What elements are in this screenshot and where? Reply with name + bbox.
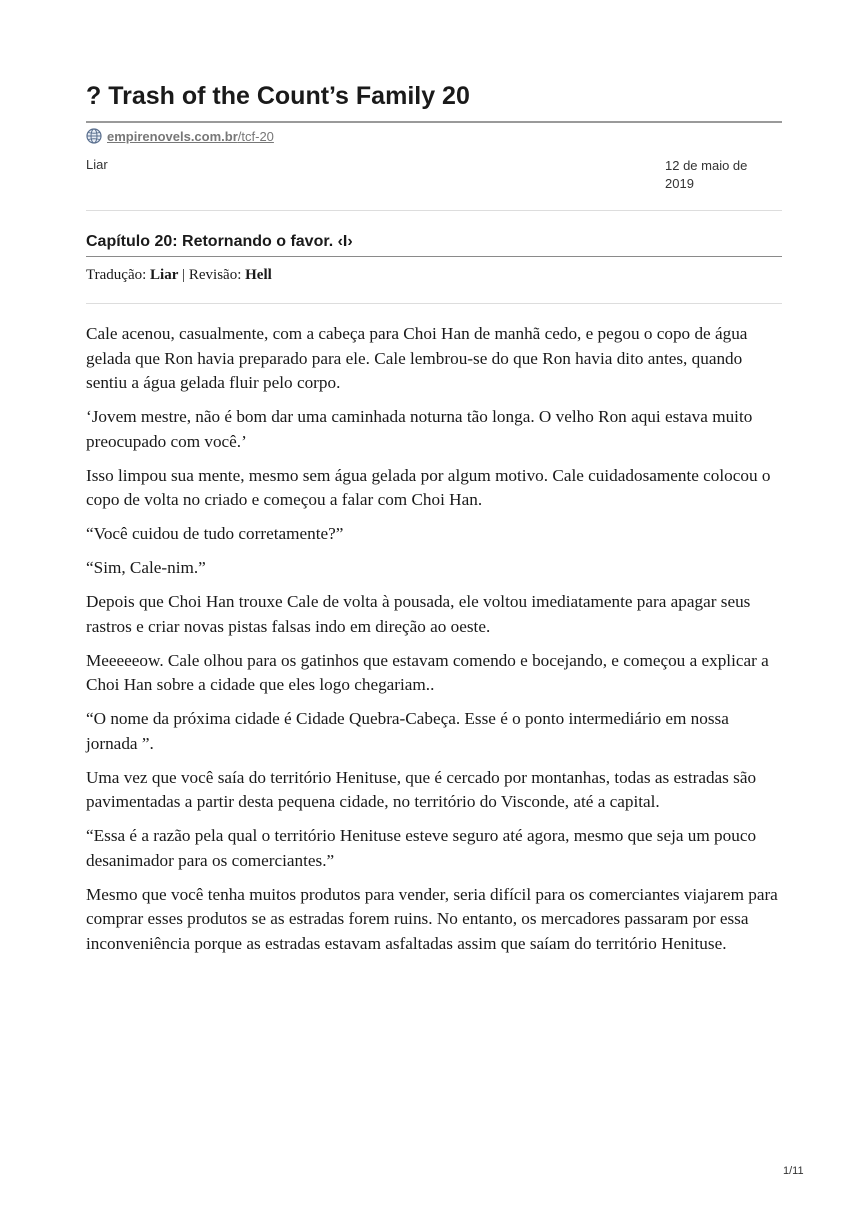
credits-line	[86, 267, 272, 284]
page-number: 1/11	[783, 1165, 804, 1177]
paragraph: “Sim, Cale-nim.”	[86, 558, 206, 577]
paragraph: “Você cuidou de tudo corretamente?”	[86, 524, 344, 543]
post-date-line1: 12 de maio de	[665, 158, 748, 173]
revision-label: Revisão:	[188, 267, 242, 283]
paragraph: Uma vez que você saía do território Henituse, que é cercado por montanhas, todas as estradas são pavimentadas a partir desta pequena cidade, no território do Visconde, até a capital.	[86, 767, 757, 811]
source-line	[86, 128, 274, 144]
globe-icon	[86, 128, 102, 144]
translator-name: Liar	[150, 267, 179, 283]
paragraph: ‘Jovem mestre, não é bom dar uma caminhada noturna tão longa. O velho Ron aqui estava muito preocupado com você.’	[86, 407, 753, 451]
source-path: /tcf-20	[237, 128, 274, 144]
chapter-body	[86, 322, 782, 966]
reviser-name: Hell	[245, 267, 272, 283]
paragraph: Depois que Choi Han trouxe Cale de volta à pousada, ele voltou imediatamente para apagar seus rastros e criar novas pistas falsas indo em direção ao oeste.	[86, 592, 751, 636]
source-link[interactable]	[107, 129, 274, 144]
paragraph: Isso limpou sua mente, mesmo sem água gelada por algum motivo. Cale cuidadosamente colocou o copo de volta no criado e começou a falar com Choi Han.	[86, 465, 771, 509]
post-author: Liar	[86, 157, 108, 172]
post-date	[665, 157, 765, 193]
post-date-line2: 2019	[665, 176, 694, 191]
title-divider	[86, 121, 782, 123]
page-title: ? Trash of the Count’s Family 20	[86, 82, 470, 110]
chapter-divider	[86, 256, 782, 257]
chapter-title: Capítulo 20: Retornando o favor. ‹I›	[86, 233, 353, 250]
paragraph: Cale acenou, casualmente, com a cabeça para Choi Han de manhã cedo, e pegou o copo de água gelada que Ron havia preparado para ele. Cale lembrou-se do que Ron havia dito antes, quando sentiu a água gelada fluir pelo corpo.	[86, 324, 748, 392]
credits-divider	[86, 303, 782, 304]
credits-separator: |	[182, 267, 186, 283]
paragraph: Mesmo que você tenha muitos produtos para vender, seria difícil para os comerciantes viajarem para comprar esses produtos se as estradas forem ruins. No entanto, os mercadores passaram por essa inconveniência porque as estradas estavam asfaltadas assim que saíam do território Henituse.	[86, 884, 778, 953]
paragraph: “Essa é a razão pela qual o território Henituse esteve seguro até agora, mesmo que seja um pouco desanimador para os comerciantes.”	[86, 826, 757, 870]
translation-label: Tradução:	[86, 267, 147, 283]
source-domain: empirenovels.com.br	[107, 128, 238, 144]
paragraph: Meeeeeow. Cale olhou para os gatinhos que estavam comendo e bocejando, e começou a explicar a Choi Han sobre a cidade que eles logo chegariam..	[86, 650, 769, 694]
paragraph: “O nome da próxima cidade é Cidade Quebra-Cabeça. Esse é o ponto intermediário em nossa jornada ”.	[86, 709, 729, 753]
meta-divider	[86, 210, 782, 211]
